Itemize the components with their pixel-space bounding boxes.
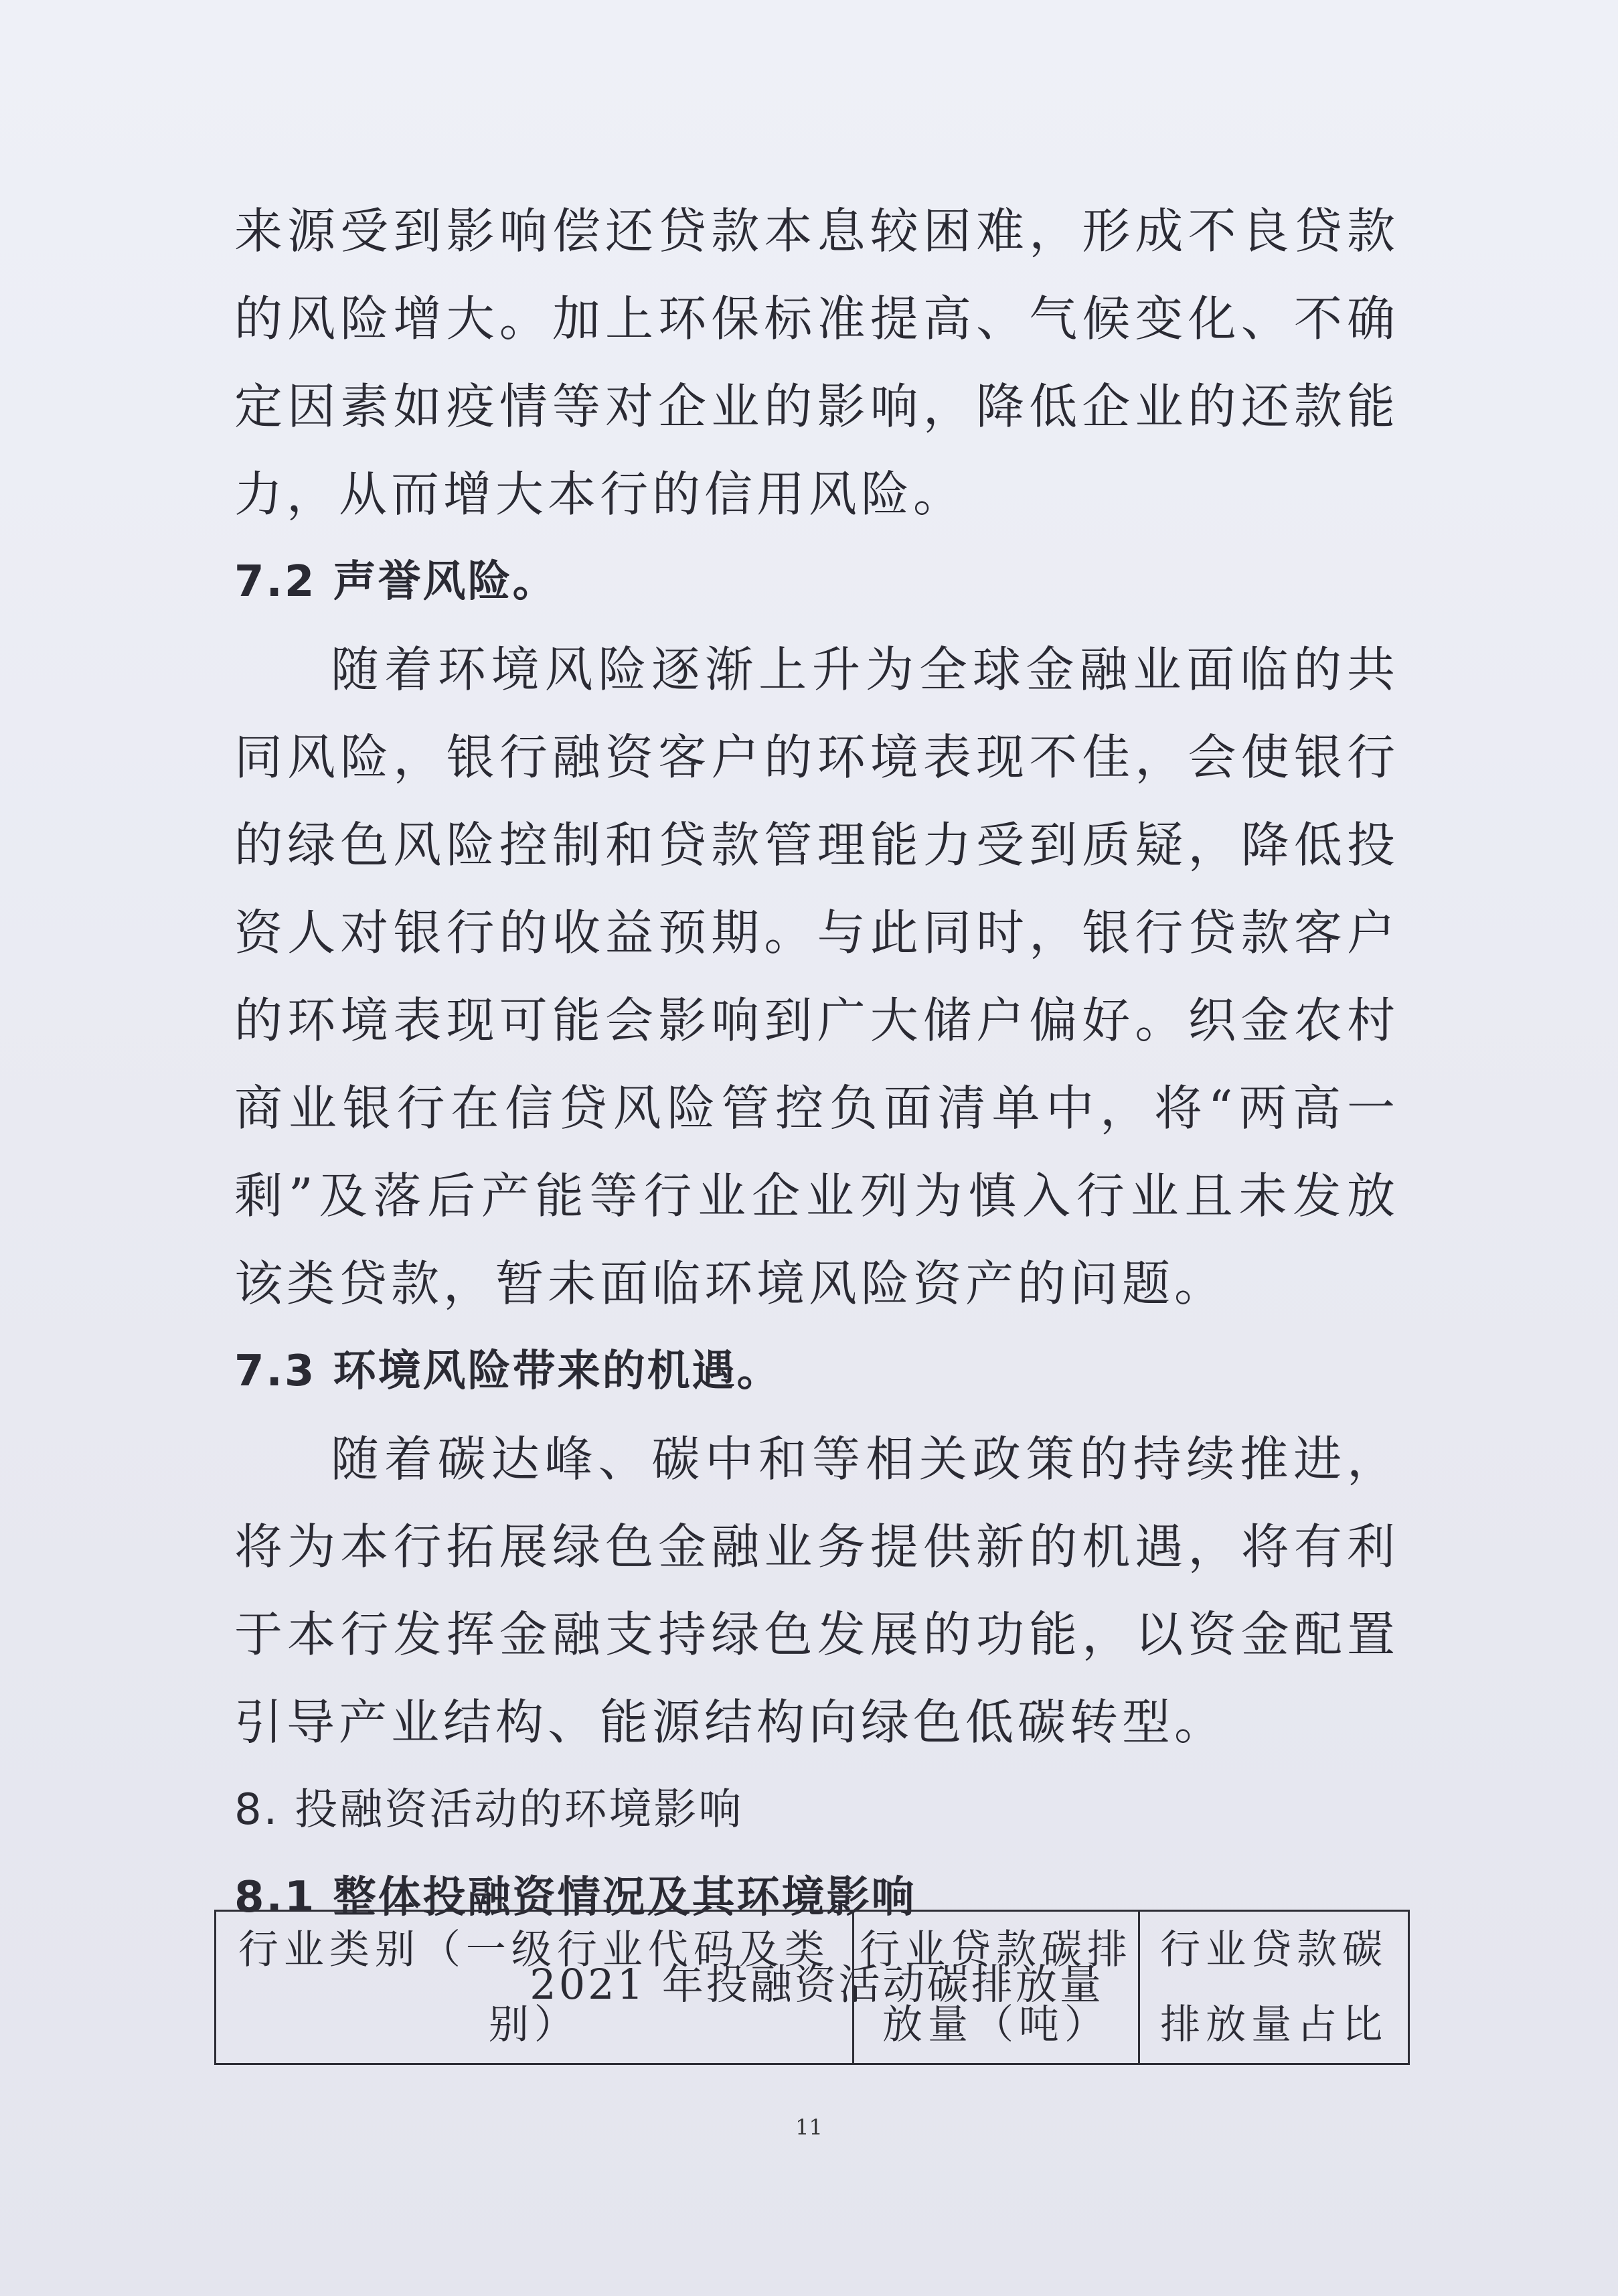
page-number: 11	[795, 2115, 823, 2140]
table-header-row	[216, 1911, 1409, 2064]
header-industry-category: 行业类别（一级行业代码及类别）	[216, 1911, 854, 2064]
paragraph-reputation-risk: 随着环境风险逐渐上升为全球金融业面临的共同风险，银行融资客户的环境表现不佳，会使银行的绿色风险控制和贷款管理能力受到质疑，降低投资人对银行的收益预期。与此同时，银行贷款客户的环境表现可能会影响到广大储户偏好。织金农村商业银行在信贷风险管控负面清单中，将“两高一剩”及落后产能等行业企业列为慎入行业且未发放该类贷款，暂未面临环境风险资产的问题。	[234, 641, 1399, 1312]
paragraph-opportunities: 随着碳达峰、碳中和等相关政策的持续推进，将为本行拓展绿色金融业务提供新的机遇，将有利于本行发挥金融支持绿色发展的功能，以资金配置引导产业结构、能源结构向绿色低碳转型。	[234, 1431, 1399, 1750]
section-heading-8: 8. 投融资活动的环境影响	[234, 1785, 744, 1835]
header-loan-emissions: 行业贷款碳排放量（吨）	[853, 1911, 1139, 2064]
emissions-table	[214, 1910, 1410, 2065]
section-heading-8-1: 8.1 整体投融资情况及其环境影响	[234, 1873, 916, 1922]
section-heading-7-3: 7.3 环境风险带来的机遇。	[234, 1347, 782, 1396]
document-body	[234, 187, 1399, 2018]
section-heading-7-2: 7.2 声誉风险。	[234, 557, 558, 607]
paragraph-credit-risk-continued: 来源受到影响偿还贷款本息较困难，形成不良贷款的风险增大。加上环保标准提高、气候变化、不确定因素如疫情等对企业的影响，降低企业的还款能力，从而增大本行的信用风险。	[234, 203, 1399, 522]
table-caption: 2021 年投融资活动碳排放量	[530, 1960, 1104, 2009]
header-emissions-share: 行业贷款碳排放量占比	[1139, 1911, 1409, 2064]
